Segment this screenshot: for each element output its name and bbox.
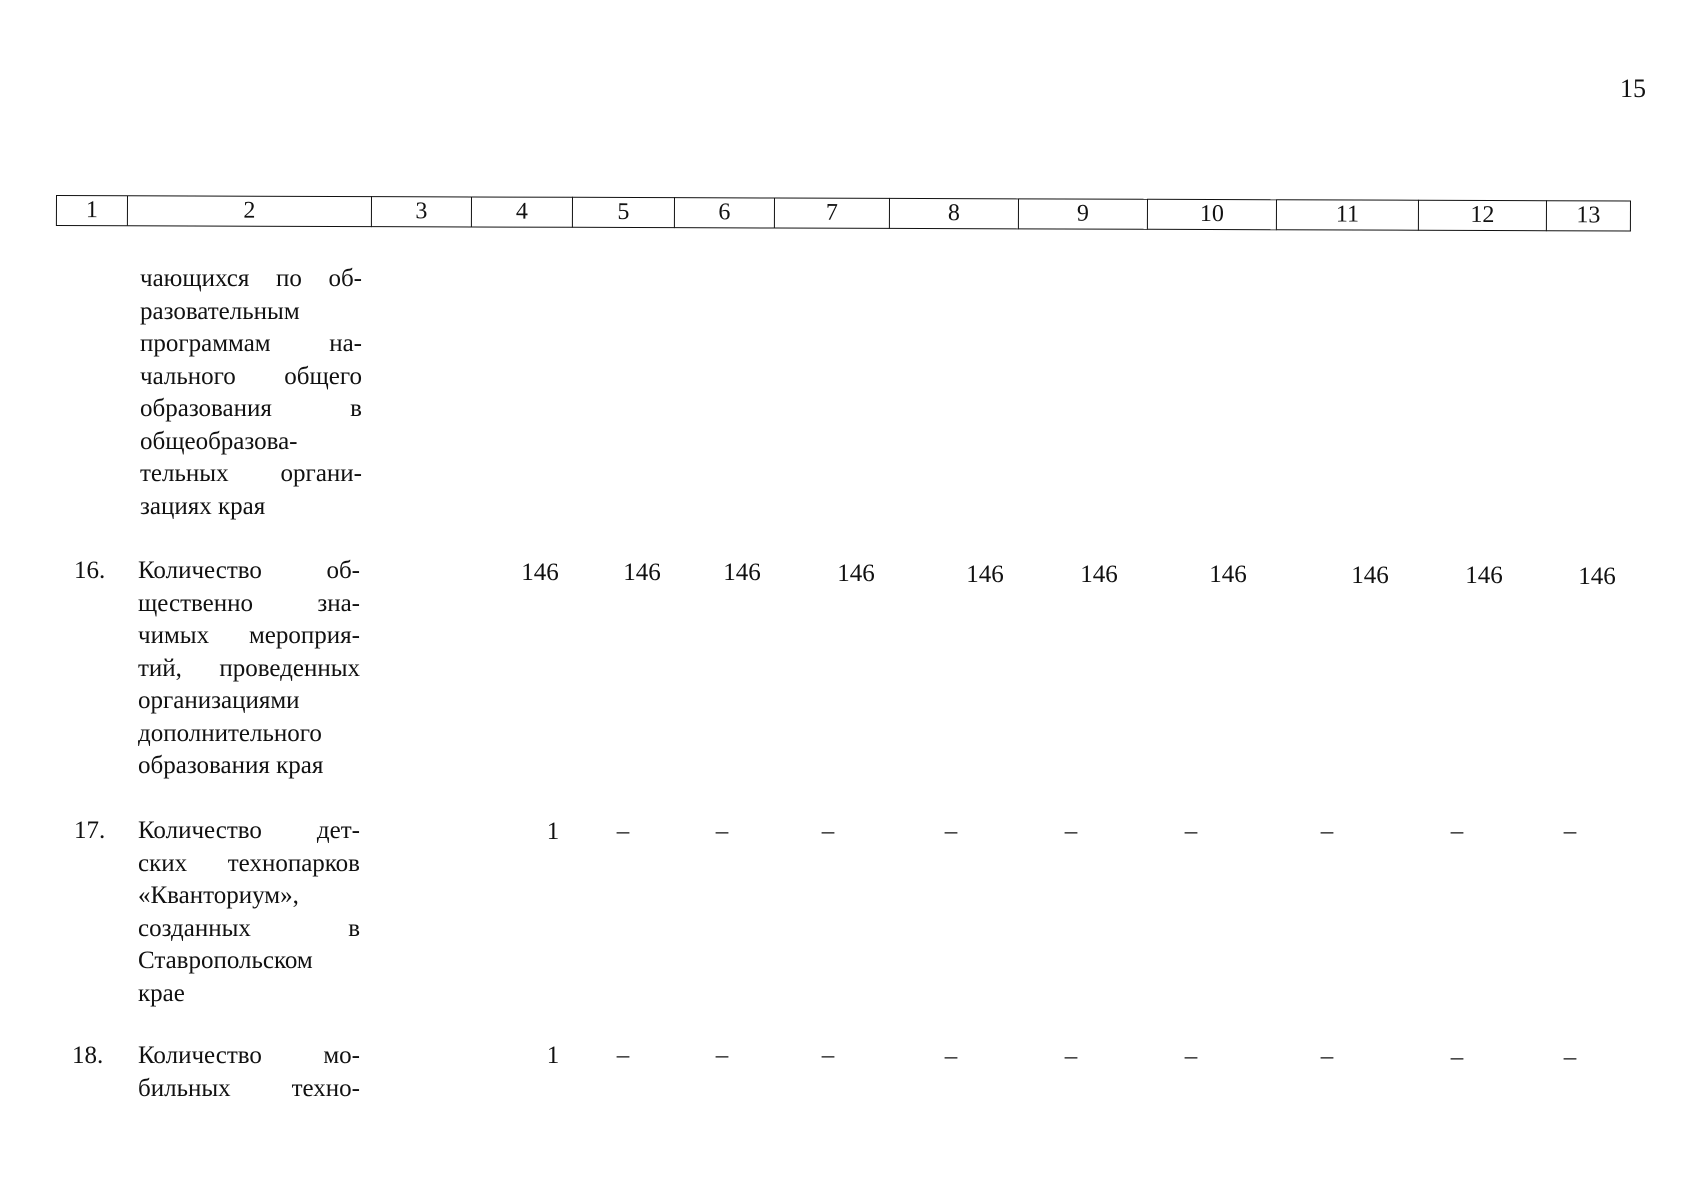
row-number-18: 18. <box>72 1042 104 1069</box>
cell-value: – <box>616 1042 630 1069</box>
label-line: бильных техно- <box>138 1074 360 1102</box>
label-line: дополнительного <box>138 719 322 747</box>
row-number-17: 17. <box>74 817 106 844</box>
label-line: созданных в <box>138 914 360 942</box>
header-col-3: 3 <box>372 196 472 227</box>
cell-value: – <box>1563 818 1577 845</box>
header-col-2: 2 <box>128 195 372 227</box>
header-col-11: 11 <box>1277 199 1419 230</box>
cell-value: – <box>715 1042 729 1069</box>
cell-value: 1 <box>546 1042 560 1069</box>
label-line: «Кванториум», <box>138 882 299 909</box>
label-line: общеобразова- <box>140 427 298 455</box>
cell-value: 146 <box>521 559 559 586</box>
cell-value: 146 <box>723 559 761 586</box>
cell-value: 1 <box>546 818 560 845</box>
cell-value: – <box>1450 1044 1464 1071</box>
label-line: Количество мо- <box>138 1042 360 1069</box>
header-col-9: 9 <box>1019 198 1148 229</box>
header-col-13: 13 <box>1547 200 1631 231</box>
header-col-4: 4 <box>472 196 573 227</box>
label-line: тельных органи- <box>140 460 362 487</box>
header-col-1: 1 <box>56 195 128 226</box>
cell-value: – <box>821 1042 835 1069</box>
cell-value: – <box>1184 1043 1198 1070</box>
label-line: крае <box>138 979 185 1007</box>
cell-value: 146 <box>966 561 1004 588</box>
cell-value: – <box>1064 818 1078 845</box>
cell-value: – <box>1184 818 1198 845</box>
label-line: чального общего <box>140 362 362 390</box>
cell-value: – <box>1563 1044 1577 1071</box>
cell-value: 146 <box>1351 562 1389 589</box>
cell-value: 146 <box>1209 561 1247 588</box>
cell-value: – <box>1450 818 1464 845</box>
cell-value: 146 <box>1465 562 1503 589</box>
header-col-10: 10 <box>1148 199 1277 230</box>
row-label-16 <box>138 555 360 783</box>
label-line: зациях края <box>140 492 266 520</box>
row-label-17 <box>138 815 360 1010</box>
cell-value: 146 <box>1080 561 1118 588</box>
cell-value: – <box>1320 1043 1334 1070</box>
label-line: программам на- <box>140 330 362 357</box>
label-line: щественно зна- <box>138 589 360 617</box>
label-line: чимых мероприя- <box>138 622 360 649</box>
label-line: организациями <box>138 687 300 714</box>
label-line: чающихся по об- <box>140 265 362 292</box>
header-col-8: 8 <box>890 198 1019 229</box>
label-line: тий, проведенных <box>138 654 360 682</box>
label-line: Количество об- <box>138 557 360 584</box>
cell-value: – <box>616 818 630 845</box>
header-col-7: 7 <box>775 198 890 229</box>
cell-value: – <box>1320 818 1334 845</box>
label-line: образования края <box>138 752 324 779</box>
continuation-label <box>140 263 362 523</box>
label-line: Количество дет- <box>138 817 360 844</box>
cell-value: – <box>821 818 835 845</box>
cell-value: – <box>944 818 958 845</box>
page-number: 15 <box>1620 74 1646 103</box>
label-line: образования в <box>140 395 362 422</box>
cell-value: 146 <box>837 560 875 587</box>
label-line: ских технопарков <box>138 849 360 877</box>
label-line: разовательным <box>140 297 300 325</box>
cell-value: – <box>715 818 729 845</box>
cell-value: 146 <box>623 559 661 586</box>
label-line: Ставропольском <box>138 947 313 974</box>
cell-value: 146 <box>1578 563 1616 590</box>
cell-value: – <box>944 1043 958 1070</box>
header-col-12: 12 <box>1419 200 1547 231</box>
row-label-18 <box>138 1040 360 1105</box>
cell-value: – <box>1064 1043 1078 1070</box>
table-header-row <box>56 195 1631 231</box>
header-col-5: 5 <box>573 197 675 228</box>
row-number-16: 16. <box>74 557 106 584</box>
header-col-6: 6 <box>675 197 775 228</box>
